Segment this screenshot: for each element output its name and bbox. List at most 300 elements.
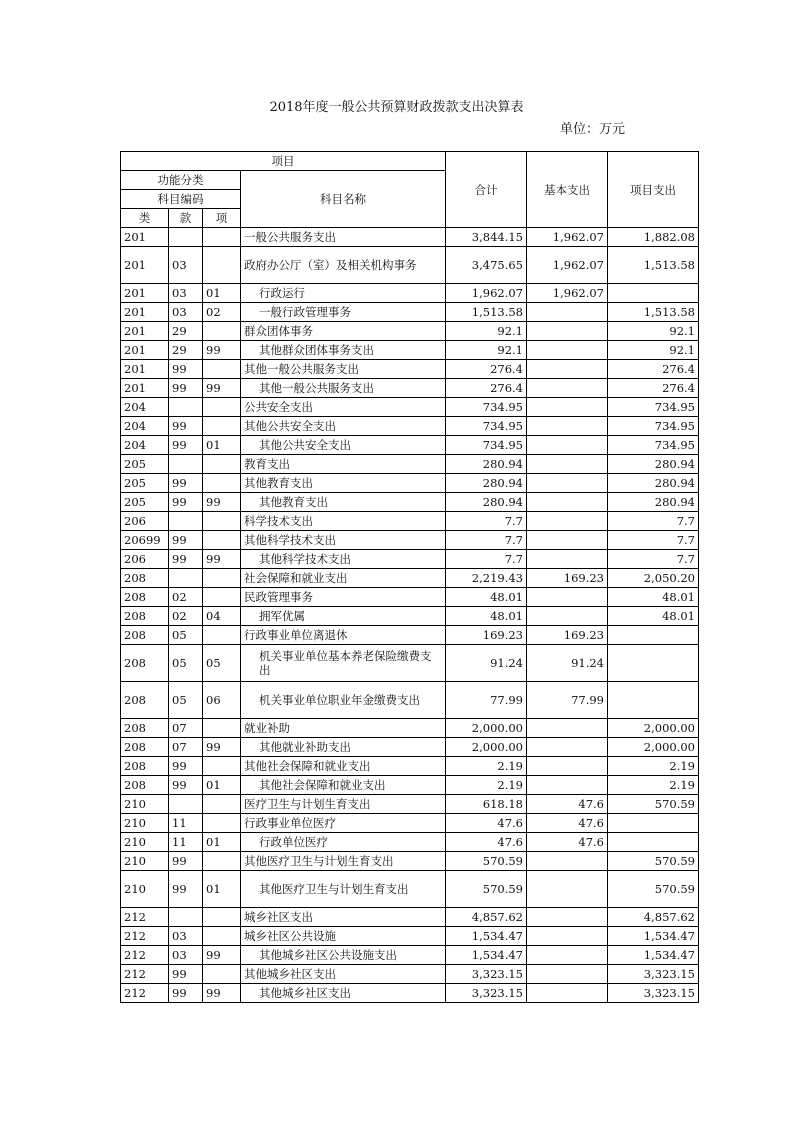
table-row: [121, 984, 699, 1003]
cell-project-expenditure: 2,000.00: [608, 738, 699, 757]
table-row: [121, 455, 699, 474]
cell-project-expenditure: 7.7: [608, 512, 699, 531]
cell-lei: 212: [121, 927, 169, 946]
header-basic: 基本支出: [527, 152, 608, 228]
cell-subject-name: 其他城乡社区支出: [241, 965, 446, 984]
table-row: [121, 474, 699, 493]
header-lei: 类: [121, 209, 169, 228]
cell-subject-name: 其他医疗卫生与计划生育支出: [241, 852, 446, 871]
cell-project-expenditure: 734.95: [608, 436, 699, 455]
cell-project-expenditure: [608, 626, 699, 645]
cell-project-expenditure: 2,050.20: [608, 569, 699, 588]
cell-xiang: 02: [203, 303, 241, 322]
cell-kuan: 99: [169, 965, 203, 984]
cell-xiang: [203, 360, 241, 379]
cell-xiang: 99: [203, 493, 241, 512]
cell-xiang: 01: [203, 776, 241, 795]
cell-project-expenditure: [608, 833, 699, 852]
table-row: [121, 795, 699, 814]
cell-basic: [527, 588, 608, 607]
cell-total: 4,857.62: [446, 908, 527, 927]
cell-total: 3,844.15: [446, 228, 527, 247]
cell-subject-name: 拥军优属: [241, 607, 446, 626]
cell-subject-name: 科学技术支出: [241, 512, 446, 531]
cell-project-expenditure: [608, 682, 699, 719]
cell-lei: 201: [121, 284, 169, 303]
table-row: [121, 871, 699, 908]
table-row: [121, 569, 699, 588]
cell-kuan: 03: [169, 284, 203, 303]
cell-xiang: [203, 927, 241, 946]
cell-basic: [527, 871, 608, 908]
cell-kuan: 03: [169, 247, 203, 284]
cell-xiang: 05: [203, 645, 241, 682]
cell-project-expenditure: 734.95: [608, 398, 699, 417]
cell-subject-name: 公共安全支出: [241, 398, 446, 417]
cell-total: 280.94: [446, 455, 527, 474]
cell-xiang: [203, 852, 241, 871]
cell-total: 169.23: [446, 626, 527, 645]
cell-xiang: 01: [203, 284, 241, 303]
cell-subject-name: 其他群众团体事务支出: [241, 341, 446, 360]
cell-xiang: [203, 398, 241, 417]
cell-kuan: 99: [169, 379, 203, 398]
cell-project-expenditure: 1,534.47: [608, 946, 699, 965]
cell-kuan: 99: [169, 757, 203, 776]
cell-total: 276.4: [446, 379, 527, 398]
table-row: [121, 833, 699, 852]
cell-xiang: [203, 569, 241, 588]
cell-subject-name: 群众团体事务: [241, 322, 446, 341]
cell-project-expenditure: 276.4: [608, 379, 699, 398]
cell-basic: [527, 512, 608, 531]
table-row: [121, 228, 699, 247]
cell-lei: 201: [121, 303, 169, 322]
table-row: [121, 493, 699, 512]
cell-project-expenditure: 2.19: [608, 757, 699, 776]
cell-subject-name: 医疗卫生与计划生育支出: [241, 795, 446, 814]
cell-total: 1,534.47: [446, 927, 527, 946]
cell-basic: [527, 417, 608, 436]
cell-lei: 208: [121, 719, 169, 738]
cell-subject-name: 社会保障和就业支出: [241, 569, 446, 588]
cell-basic: [527, 607, 608, 626]
cell-xiang: [203, 908, 241, 927]
cell-lei: 208: [121, 776, 169, 795]
table-row: [121, 607, 699, 626]
cell-kuan: 99: [169, 852, 203, 871]
cell-total: 734.95: [446, 398, 527, 417]
cell-xiang: [203, 965, 241, 984]
cell-total: 2,000.00: [446, 719, 527, 738]
cell-total: 1,962.07: [446, 284, 527, 303]
header-total: 合计: [446, 152, 527, 228]
cell-lei: 210: [121, 852, 169, 871]
cell-project-expenditure: 1,882.08: [608, 228, 699, 247]
cell-total: 618.18: [446, 795, 527, 814]
cell-basic: 169.23: [527, 569, 608, 588]
cell-lei: 208: [121, 757, 169, 776]
cell-basic: [527, 341, 608, 360]
cell-project-expenditure: 280.94: [608, 493, 699, 512]
cell-project-expenditure: 92.1: [608, 341, 699, 360]
header-xiang: 项: [203, 209, 241, 228]
cell-subject-name: 教育支出: [241, 455, 446, 474]
table-row: [121, 531, 699, 550]
cell-basic: [527, 303, 608, 322]
cell-lei: 206: [121, 550, 169, 569]
table-row: [121, 341, 699, 360]
table-row: [121, 645, 699, 682]
cell-kuan: 03: [169, 927, 203, 946]
table-row: [121, 719, 699, 738]
header-subject-code: 科目编码: [121, 190, 241, 209]
cell-total: 47.6: [446, 814, 527, 833]
cell-subject-name: 其他社会保障和就业支出: [241, 757, 446, 776]
cell-subject-name: 其他科学技术支出: [241, 531, 446, 550]
cell-basic: [527, 455, 608, 474]
cell-kuan: 99: [169, 531, 203, 550]
cell-total: 7.7: [446, 531, 527, 550]
table-row: [121, 757, 699, 776]
expenditure-table: [120, 151, 699, 1003]
cell-xiang: [203, 417, 241, 436]
cell-subject-name: 其他教育支出: [241, 474, 446, 493]
cell-kuan: 29: [169, 322, 203, 341]
cell-project-expenditure: 1,513.58: [608, 303, 699, 322]
cell-basic: [527, 776, 608, 795]
cell-lei: 208: [121, 569, 169, 588]
cell-total: 3,323.15: [446, 984, 527, 1003]
header-kuan: 款: [169, 209, 203, 228]
cell-total: 280.94: [446, 493, 527, 512]
cell-project-expenditure: 570.59: [608, 795, 699, 814]
cell-lei: 212: [121, 908, 169, 927]
cell-lei: 204: [121, 436, 169, 455]
table-row: [121, 360, 699, 379]
cell-project-expenditure: 2.19: [608, 776, 699, 795]
cell-kuan: 99: [169, 360, 203, 379]
cell-xiang: 99: [203, 984, 241, 1003]
cell-project-expenditure: 570.59: [608, 852, 699, 871]
table-row: [121, 908, 699, 927]
cell-project-expenditure: 92.1: [608, 322, 699, 341]
cell-xiang: 99: [203, 341, 241, 360]
cell-subject-name: 一般行政管理事务: [241, 303, 446, 322]
cell-basic: 47.6: [527, 814, 608, 833]
cell-lei: 201: [121, 379, 169, 398]
cell-lei: 208: [121, 645, 169, 682]
page-title: 2018年度一般公共预算财政拨款支出决算表: [269, 100, 524, 115]
cell-xiang: 01: [203, 871, 241, 908]
cell-basic: 1,962.07: [527, 247, 608, 284]
cell-basic: 47.6: [527, 795, 608, 814]
cell-basic: [527, 719, 608, 738]
cell-lei: 205: [121, 493, 169, 512]
cell-xiang: [203, 795, 241, 814]
cell-basic: [527, 965, 608, 984]
cell-total: 3,323.15: [446, 965, 527, 984]
cell-lei: 210: [121, 833, 169, 852]
cell-basic: [527, 436, 608, 455]
cell-kuan: 99: [169, 474, 203, 493]
cell-total: 734.95: [446, 417, 527, 436]
cell-kuan: [169, 795, 203, 814]
cell-total: 276.4: [446, 360, 527, 379]
table-body: [121, 228, 699, 1003]
header-project-expenditure: 项目支出: [608, 152, 699, 228]
cell-project-expenditure: 4,857.62: [608, 908, 699, 927]
cell-basic: [527, 360, 608, 379]
cell-subject-name: 行政单位医疗: [241, 833, 446, 852]
cell-subject-name: 其他一般公共服务支出: [241, 360, 446, 379]
cell-subject-name: 其他医疗卫生与计划生育支出: [241, 871, 446, 908]
cell-xiang: 99: [203, 550, 241, 569]
cell-total: 92.1: [446, 322, 527, 341]
cell-kuan: 03: [169, 303, 203, 322]
cell-basic: 77.99: [527, 682, 608, 719]
cell-kuan: 07: [169, 738, 203, 757]
cell-total: 48.01: [446, 588, 527, 607]
cell-project-expenditure: 3,323.15: [608, 965, 699, 984]
cell-xiang: [203, 814, 241, 833]
table-row: [121, 322, 699, 341]
table-row: [121, 927, 699, 946]
cell-lei: 208: [121, 607, 169, 626]
cell-subject-name: 就业补助: [241, 719, 446, 738]
cell-xiang: 99: [203, 379, 241, 398]
cell-kuan: 99: [169, 984, 203, 1003]
cell-project-expenditure: 48.01: [608, 588, 699, 607]
cell-subject-name: 机关事业单位职业年金缴费支出: [241, 682, 446, 719]
cell-xiang: 06: [203, 682, 241, 719]
cell-basic: [527, 531, 608, 550]
header-project: 项目: [121, 152, 446, 171]
table-row: [121, 379, 699, 398]
cell-xiang: [203, 757, 241, 776]
cell-subject-name: 行政事业单位医疗: [241, 814, 446, 833]
cell-lei: 201: [121, 247, 169, 284]
table-row: [121, 682, 699, 719]
cell-subject-name: 机关事业单位基本养老保险缴费支出: [241, 645, 446, 682]
cell-subject-name: 城乡社区支出: [241, 908, 446, 927]
table-row: [121, 946, 699, 965]
cell-lei: 205: [121, 455, 169, 474]
cell-project-expenditure: [608, 645, 699, 682]
cell-project-expenditure: 734.95: [608, 417, 699, 436]
cell-basic: 1,962.07: [527, 228, 608, 247]
cell-kuan: 29: [169, 341, 203, 360]
cell-project-expenditure: 7.7: [608, 550, 699, 569]
cell-basic: [527, 757, 608, 776]
cell-xiang: [203, 531, 241, 550]
cell-xiang: [203, 322, 241, 341]
cell-kuan: 02: [169, 588, 203, 607]
cell-total: 7.7: [446, 550, 527, 569]
cell-lei: 201: [121, 322, 169, 341]
cell-kuan: [169, 908, 203, 927]
cell-kuan: [169, 228, 203, 247]
cell-xiang: 01: [203, 436, 241, 455]
cell-total: 2.19: [446, 757, 527, 776]
cell-subject-name: 政府办公厅（室）及相关机构事务: [241, 247, 446, 284]
cell-kuan: 05: [169, 645, 203, 682]
cell-kuan: [169, 512, 203, 531]
cell-basic: [527, 493, 608, 512]
cell-lei: 206: [121, 512, 169, 531]
cell-project-expenditure: 276.4: [608, 360, 699, 379]
cell-total: 280.94: [446, 474, 527, 493]
cell-lei: 204: [121, 398, 169, 417]
cell-lei: 201: [121, 341, 169, 360]
cell-project-expenditure: 1,534.47: [608, 927, 699, 946]
cell-lei: 201: [121, 228, 169, 247]
cell-project-expenditure: 1,513.58: [608, 247, 699, 284]
cell-basic: [527, 946, 608, 965]
cell-xiang: [203, 512, 241, 531]
cell-total: 91.24: [446, 645, 527, 682]
cell-total: 1,513.58: [446, 303, 527, 322]
table-row: [121, 247, 699, 284]
cell-total: 7.7: [446, 512, 527, 531]
table-row: [121, 965, 699, 984]
cell-lei: 205: [121, 474, 169, 493]
cell-xiang: 04: [203, 607, 241, 626]
cell-lei: 210: [121, 795, 169, 814]
cell-xiang: [203, 626, 241, 645]
cell-kuan: 99: [169, 871, 203, 908]
cell-total: 2.19: [446, 776, 527, 795]
cell-lei: 212: [121, 984, 169, 1003]
cell-kuan: 99: [169, 776, 203, 795]
cell-basic: 47.6: [527, 833, 608, 852]
table-row: [121, 284, 699, 303]
cell-basic: [527, 550, 608, 569]
cell-basic: [527, 322, 608, 341]
cell-project-expenditure: 3,323.15: [608, 984, 699, 1003]
cell-kuan: 99: [169, 493, 203, 512]
cell-subject-name: 其他社会保障和就业支出: [241, 776, 446, 795]
cell-lei: 201: [121, 360, 169, 379]
cell-basic: 1,962.07: [527, 284, 608, 303]
cell-xiang: [203, 228, 241, 247]
cell-kuan: 99: [169, 550, 203, 569]
cell-kuan: 99: [169, 436, 203, 455]
cell-basic: [527, 398, 608, 417]
cell-subject-name: 其他公共安全支出: [241, 417, 446, 436]
cell-lei: 208: [121, 738, 169, 757]
cell-lei: 204: [121, 417, 169, 436]
cell-basic: 91.24: [527, 645, 608, 682]
cell-xiang: [203, 455, 241, 474]
cell-xiang: 01: [203, 833, 241, 852]
cell-lei: 212: [121, 965, 169, 984]
cell-subject-name: 城乡社区公共设施: [241, 927, 446, 946]
cell-lei: 208: [121, 588, 169, 607]
header-subject-name: 科目名称: [241, 171, 446, 228]
cell-kuan: 07: [169, 719, 203, 738]
table-row: [121, 550, 699, 569]
cell-lei: 208: [121, 626, 169, 645]
table-row: [121, 303, 699, 322]
cell-total: 3,475.65: [446, 247, 527, 284]
cell-xiang: [203, 719, 241, 738]
cell-xiang: 99: [203, 946, 241, 965]
cell-subject-name: 其他城乡社区支出: [241, 984, 446, 1003]
cell-total: 1,534.47: [446, 946, 527, 965]
cell-kuan: 05: [169, 626, 203, 645]
cell-project-expenditure: 280.94: [608, 474, 699, 493]
cell-project-expenditure: 280.94: [608, 455, 699, 474]
cell-xiang: 99: [203, 738, 241, 757]
cell-total: 47.6: [446, 833, 527, 852]
cell-subject-name: 其他教育支出: [241, 493, 446, 512]
cell-subject-name: 行政事业单位离退休: [241, 626, 446, 645]
cell-total: 92.1: [446, 341, 527, 360]
cell-basic: [527, 984, 608, 1003]
cell-subject-name: 民政管理事务: [241, 588, 446, 607]
cell-basic: [527, 474, 608, 493]
cell-xiang: [203, 474, 241, 493]
cell-kuan: 02: [169, 607, 203, 626]
cell-total: 48.01: [446, 607, 527, 626]
table-row: [121, 588, 699, 607]
cell-subject-name: 一般公共服务支出: [241, 228, 446, 247]
cell-subject-name: 其他科学技术支出: [241, 550, 446, 569]
cell-subject-name: 行政运行: [241, 284, 446, 303]
table-row: [121, 417, 699, 436]
cell-project-expenditure: 570.59: [608, 871, 699, 908]
cell-total: 734.95: [446, 436, 527, 455]
cell-basic: [527, 927, 608, 946]
cell-basic: [527, 852, 608, 871]
cell-basic: [527, 908, 608, 927]
cell-lei: 212: [121, 946, 169, 965]
table-row: [121, 436, 699, 455]
cell-basic: 169.23: [527, 626, 608, 645]
unit-label: 单位：万元: [560, 122, 626, 137]
cell-total: 570.59: [446, 852, 527, 871]
cell-project-expenditure: [608, 814, 699, 833]
cell-lei: 210: [121, 871, 169, 908]
table-row: [121, 776, 699, 795]
header-function-class: 功能分类: [121, 171, 241, 190]
cell-total: 77.99: [446, 682, 527, 719]
cell-basic: [527, 738, 608, 757]
cell-project-expenditure: 7.7: [608, 531, 699, 550]
cell-basic: [527, 379, 608, 398]
cell-kuan: 05: [169, 682, 203, 719]
cell-lei: 210: [121, 814, 169, 833]
cell-kuan: 11: [169, 833, 203, 852]
table-row: [121, 626, 699, 645]
table-row: [121, 814, 699, 833]
cell-kuan: [169, 455, 203, 474]
cell-project-expenditure: 2,000.00: [608, 719, 699, 738]
table-row: [121, 512, 699, 531]
cell-total: 2,219.43: [446, 569, 527, 588]
cell-kuan: 03: [169, 946, 203, 965]
cell-subject-name: 其他就业补助支出: [241, 738, 446, 757]
cell-lei: 208: [121, 682, 169, 719]
cell-total: 570.59: [446, 871, 527, 908]
cell-xiang: [203, 588, 241, 607]
cell-kuan: 11: [169, 814, 203, 833]
cell-total: 2,000.00: [446, 738, 527, 757]
cell-project-expenditure: [608, 284, 699, 303]
cell-kuan: [169, 569, 203, 588]
cell-kuan: 99: [169, 417, 203, 436]
